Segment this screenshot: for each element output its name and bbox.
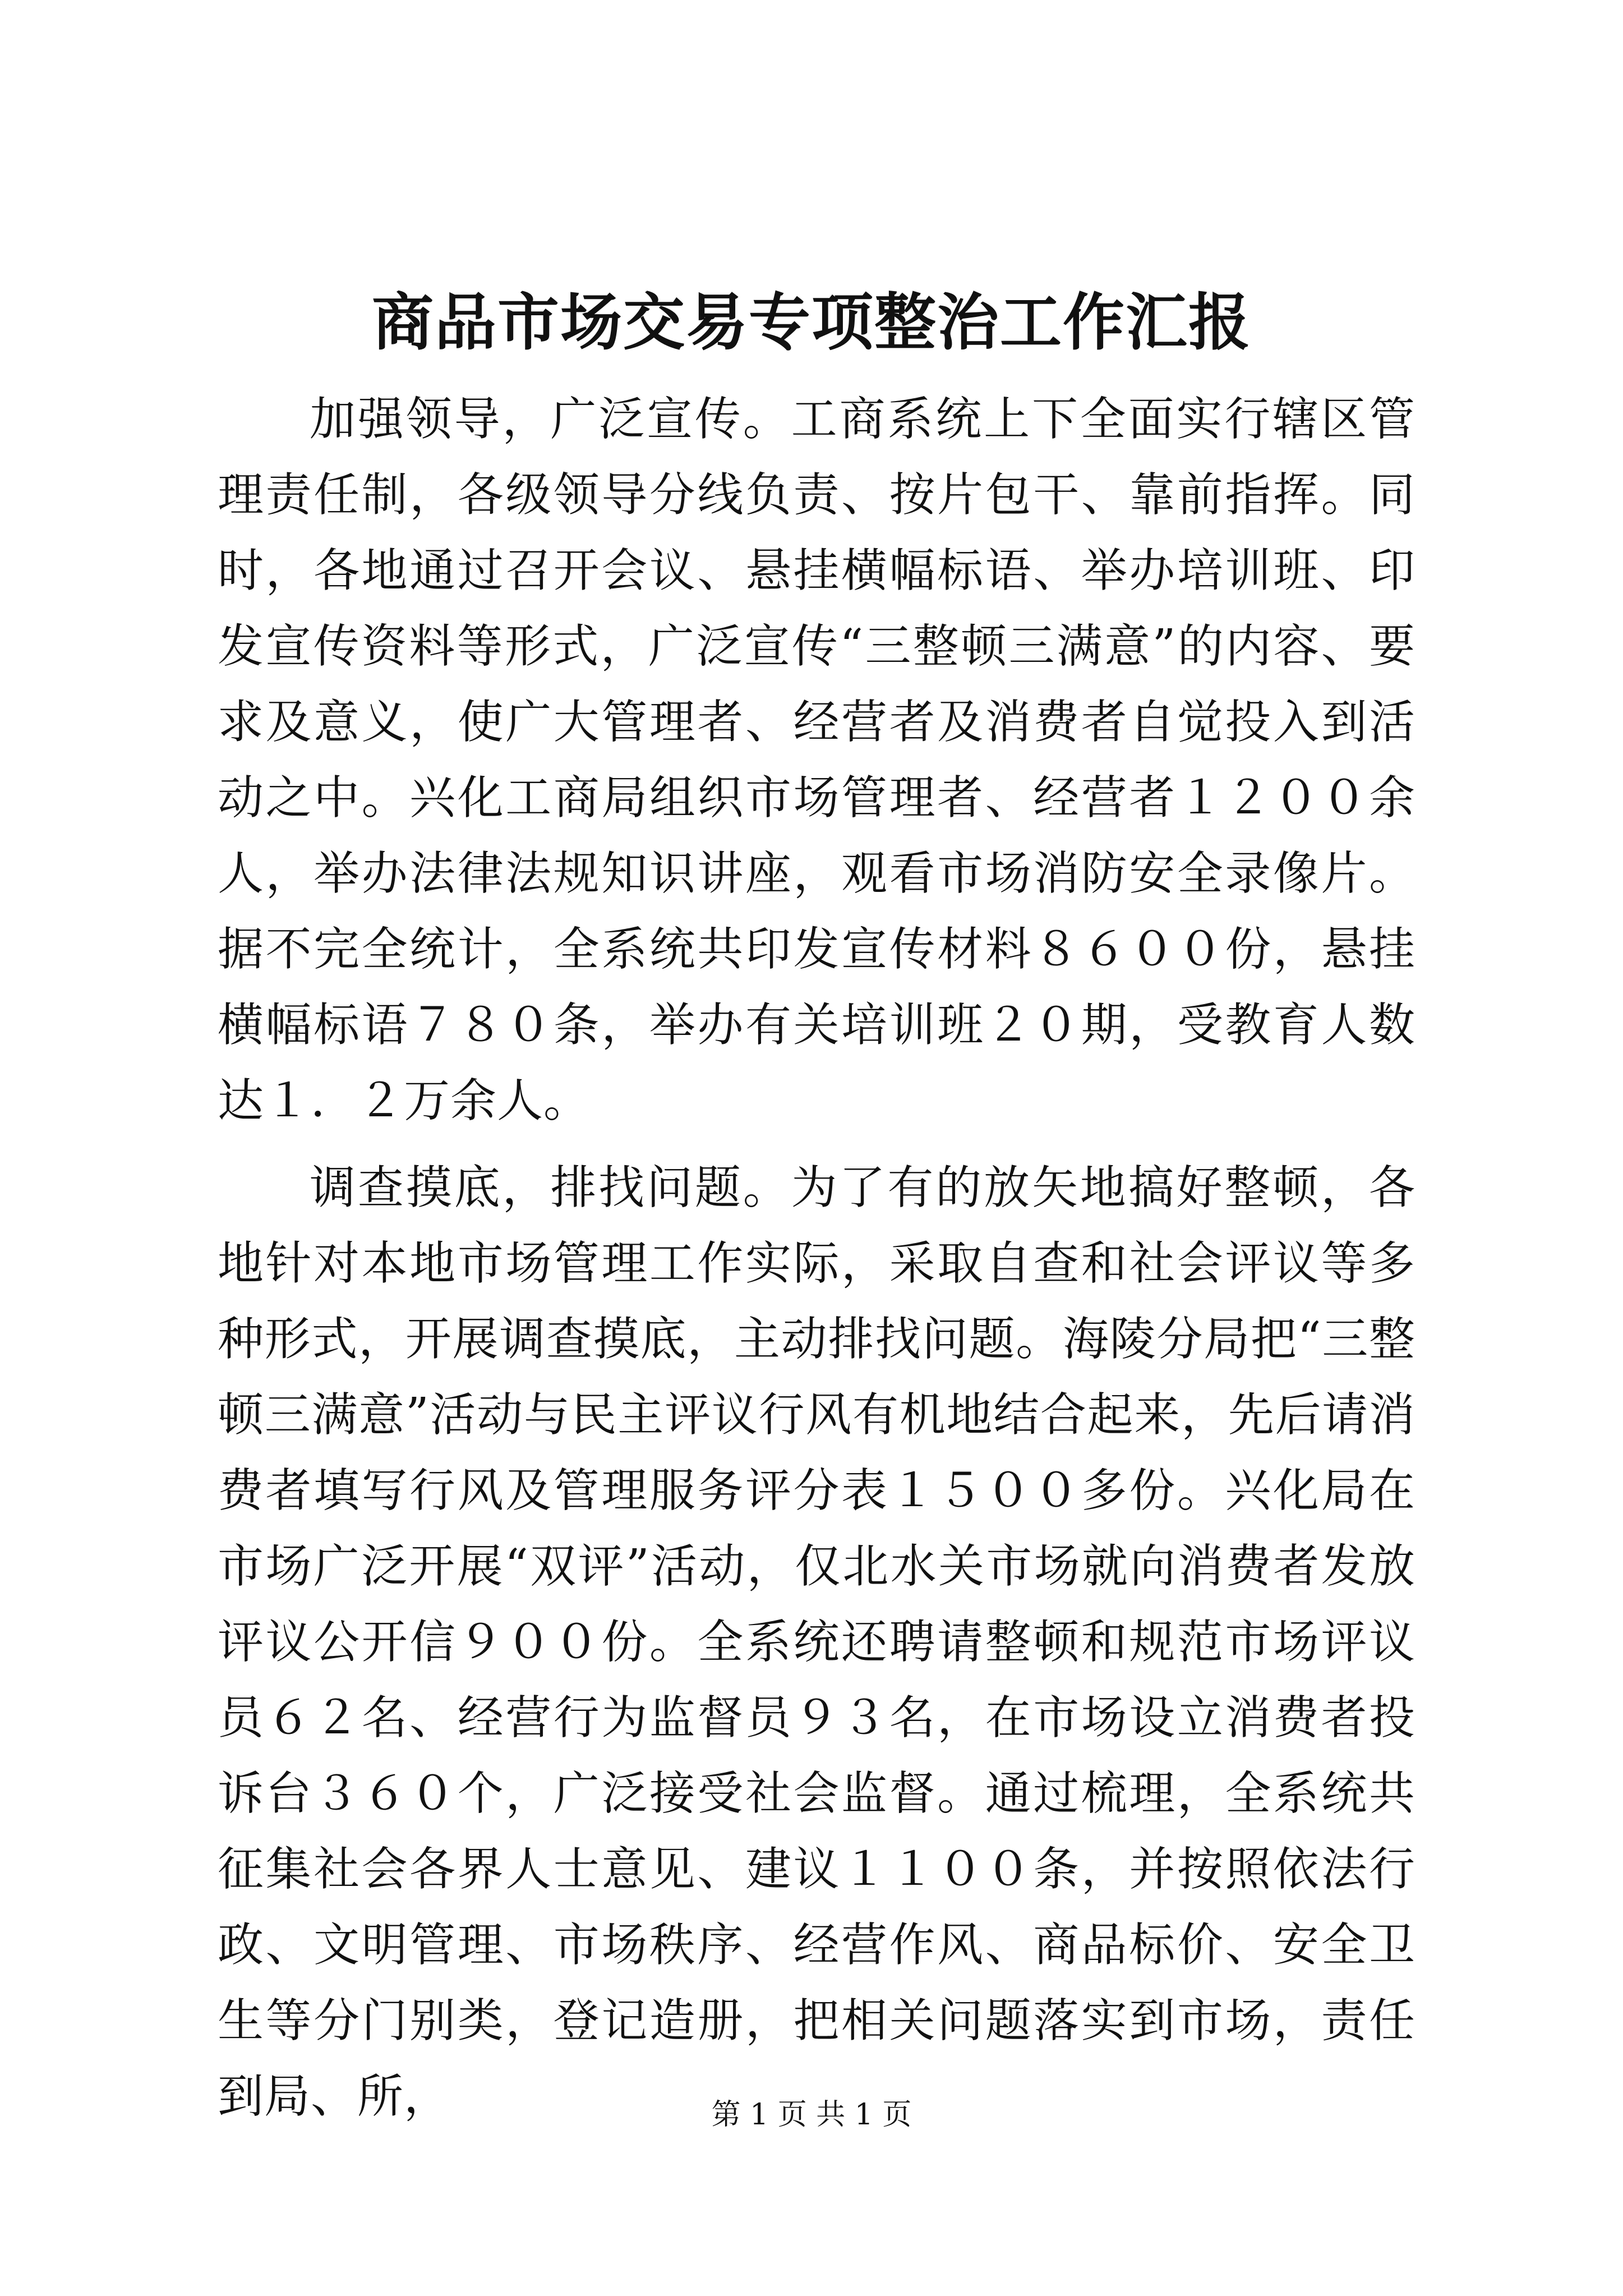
document-body bbox=[218, 381, 1415, 2134]
paragraph-investigation: 调查摸底，排找问题。为了有的放矢地搞好整顿，各地针对本地市场管理工作实际，采取自查和社会评议等多种形式，开展调查摸底，主动排找问题。海陵分局把“三整顿三满意”活动与民主评议行风有机地结合起来，先后请消费者填写行风及管理服务评分表１５００多份。兴化局在市场广泛开展“双评”活动，仅北水关市场就向消费者发放评议公开信９００份。全系统还聘请整顿和规范市场评议员６２名、经营行为监督员９３名，在市场设立消费者投诉台３６０个，广泛接受社会监督。通过梳理，全系统共征集社会各界人士意见、建议１１００条，并按照依法行政、文明管理、市场秩序、经营作风、商品标价、安全卫生等分门别类，登记造册，把相关问题落实到市场，责任到局、所， bbox=[218, 1161, 1415, 2123]
document-title: 商品市场交易专项整治工作汇报 bbox=[372, 286, 1251, 358]
paragraph-publicity: 加强领导，广泛宣传。工商系统上下全面实行辖区管理责任制，各级领导分线负责、按片包干、靠前指挥。同时，各地通过召开会议、悬挂横幅标语、举办培训班、印发宣传资料等形式，广泛宣传“三整顿三满意”的内容、要求及意义，使广大管理者、经营者及消费者自觉投入到活动之中。兴化工商局组织市场管理者、经营者１２００余人，举办法律法规知识讲座，观看市场消防安全录像片。据不完全统计，全系统共印发宣传材料８６００份，悬挂横幅标语７８０条，举办有关培训班２０期，受教育人数达１．２万余人。 bbox=[218, 393, 1415, 1128]
page-footer: 第 1 页 共 1 页 bbox=[711, 2098, 912, 2132]
